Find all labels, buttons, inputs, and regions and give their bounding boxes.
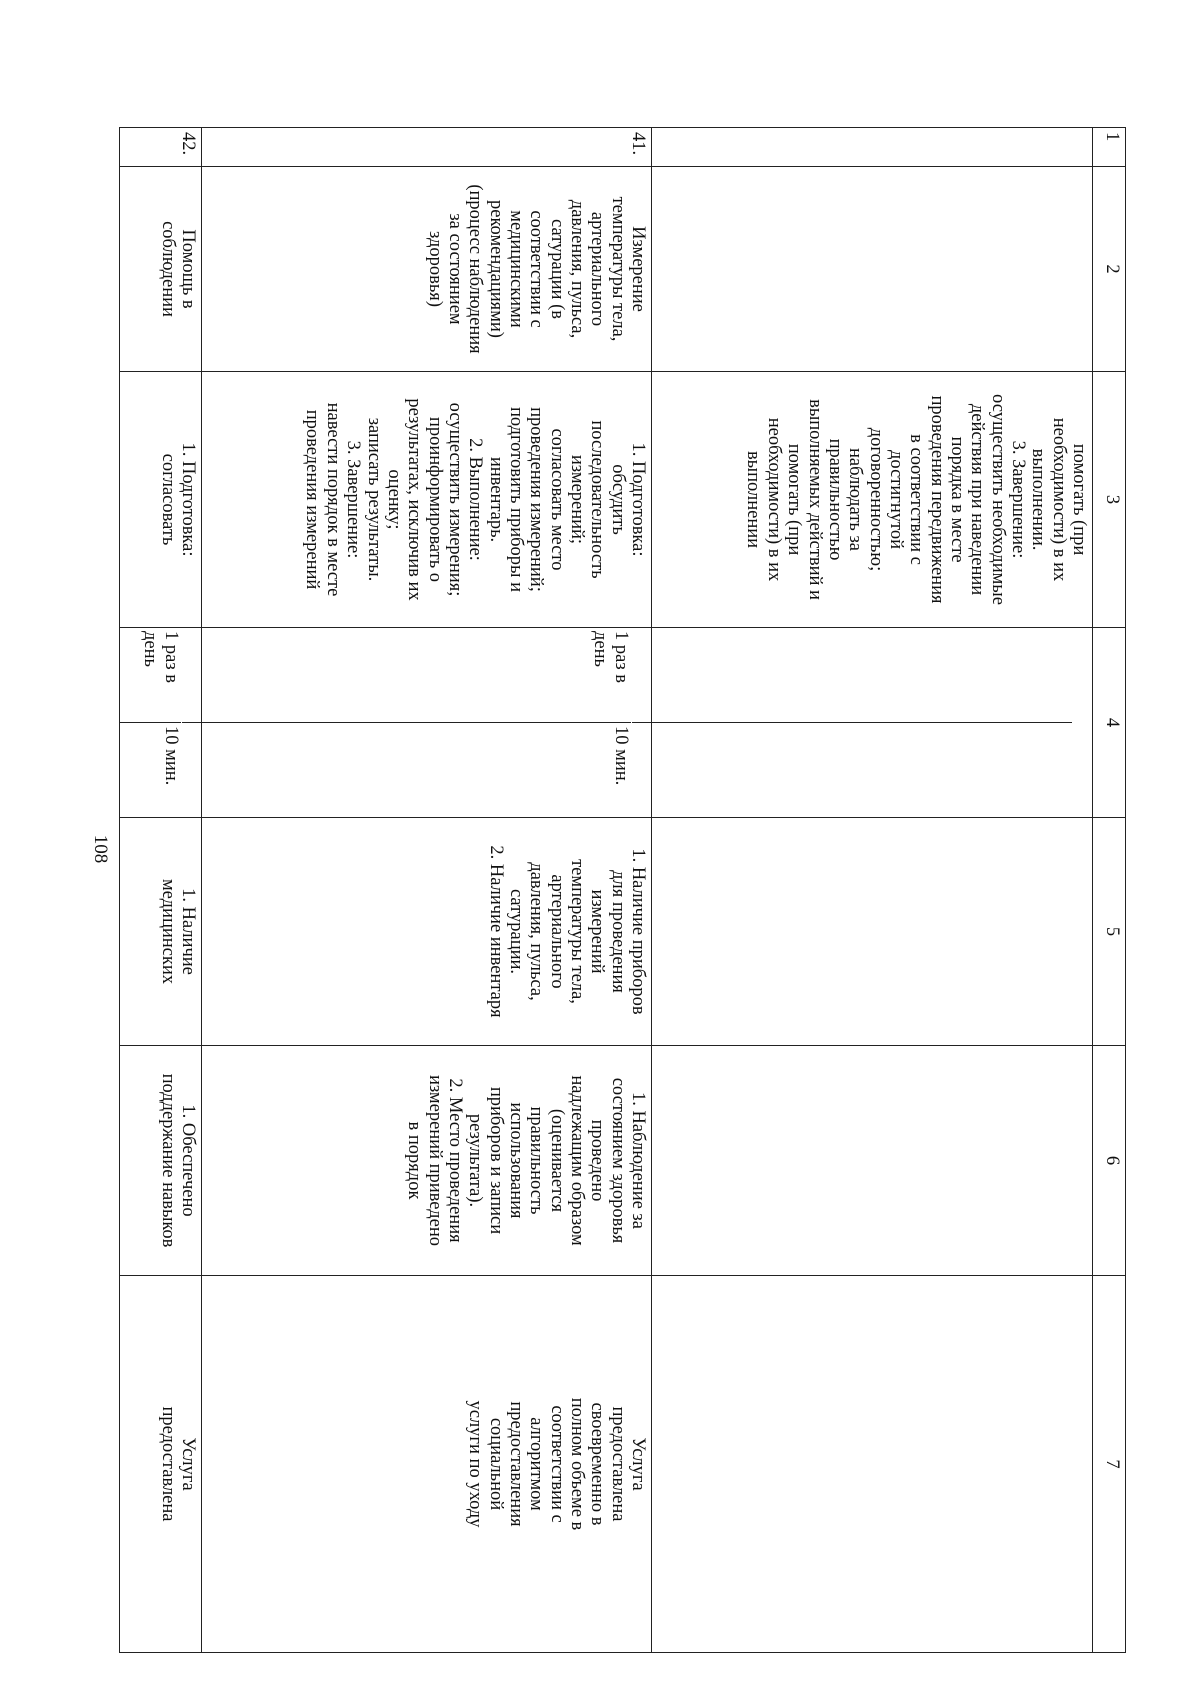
duration-text: 10 мин.: [182, 722, 631, 817]
frequency-duration-cell: [652, 628, 1093, 818]
procedure-cell: 1. Подготовка: обсудить последовательность измерений; согласовать место проведения измерений; подготовить приборы и инвентарь. 2. Выполнение: осуществить измерения; проинформировать о результатах, исключив их оценку; записать результаты. 3. Завершение: навести порядок в месте проведения измерений: [202, 372, 652, 628]
service-table: [119, 127, 1126, 1653]
frequency-text: 1 раз в день: [590, 631, 631, 684]
procedure-cell: 1. Подготовка: согласовать: [119, 372, 201, 628]
column-number: 3: [1093, 372, 1126, 628]
column-number: 5: [1093, 818, 1126, 1046]
column-number: 1: [1093, 128, 1126, 167]
column-number: 4: [1093, 628, 1126, 818]
empty-cell: [652, 1276, 1093, 1653]
rotated-table-wrapper: [126, 127, 1126, 1652]
row-number: 41.: [202, 128, 652, 167]
table-row: [202, 128, 652, 1653]
quality-indicators-cell: 1. Наблюдение за состоянием здоровья проведено надлежащим образом (оценивается правильность использования приборов и записи результата). 2. Место проведения измерений приведено в порядок: [202, 1046, 652, 1276]
service-name-cell: Помощь в соблюдении: [119, 167, 201, 372]
empty-cell: [652, 128, 1093, 167]
continuation-procedure-cell: помогать (при необходимости) в их выполнении. 3. Завершение: осуществить необходимые действия при наведении порядка в месте проведения передвижения в соответствии с достигнутой договоренностью; наблюдать за правильностью выполняемых действий и помогать (при необходимости) в их выполнении: [652, 372, 1093, 628]
conditions-cell: 1. Наличие медицинских: [119, 818, 201, 1046]
frequency-text: 1 раз в день: [140, 631, 181, 684]
evaluation-cell: Услуга предоставлена: [119, 1276, 201, 1653]
column-number: 2: [1093, 167, 1126, 372]
table-row: [119, 128, 201, 1653]
continuation-row: [652, 128, 1093, 1653]
empty-cell: [652, 818, 1093, 1046]
column-number-row: [1093, 128, 1126, 1653]
page-number: 108: [90, 834, 111, 864]
evaluation-cell: Услуга предоставлена своевременно в полном объеме в соответствии с алгоритмом предоставления социальной услуги по уходу: [202, 1276, 652, 1653]
empty-cell: [652, 167, 1093, 372]
service-name-cell: Измерение температуры тела, артериального давления, пульса, сатурации (в соответствии с медицинскими рекомендациями) (процесс наблюдения за состоянием здоровья): [202, 167, 652, 372]
empty-cell: [652, 1046, 1093, 1276]
column-number: 7: [1093, 1276, 1126, 1653]
column-number: 6: [1093, 1046, 1126, 1276]
row-number: 42.: [119, 128, 201, 167]
duration-text: 10 мин.: [119, 722, 181, 817]
conditions-cell: 1. Наличие приборов для проведения измерений температуры тела, артериального давления, пульса, сатурации. 2. Наличие инвентаря: [202, 818, 652, 1046]
frequency-duration-cell: [202, 628, 652, 818]
quality-indicators-cell: 1. Обеспечено поддержание навыков: [119, 1046, 201, 1276]
